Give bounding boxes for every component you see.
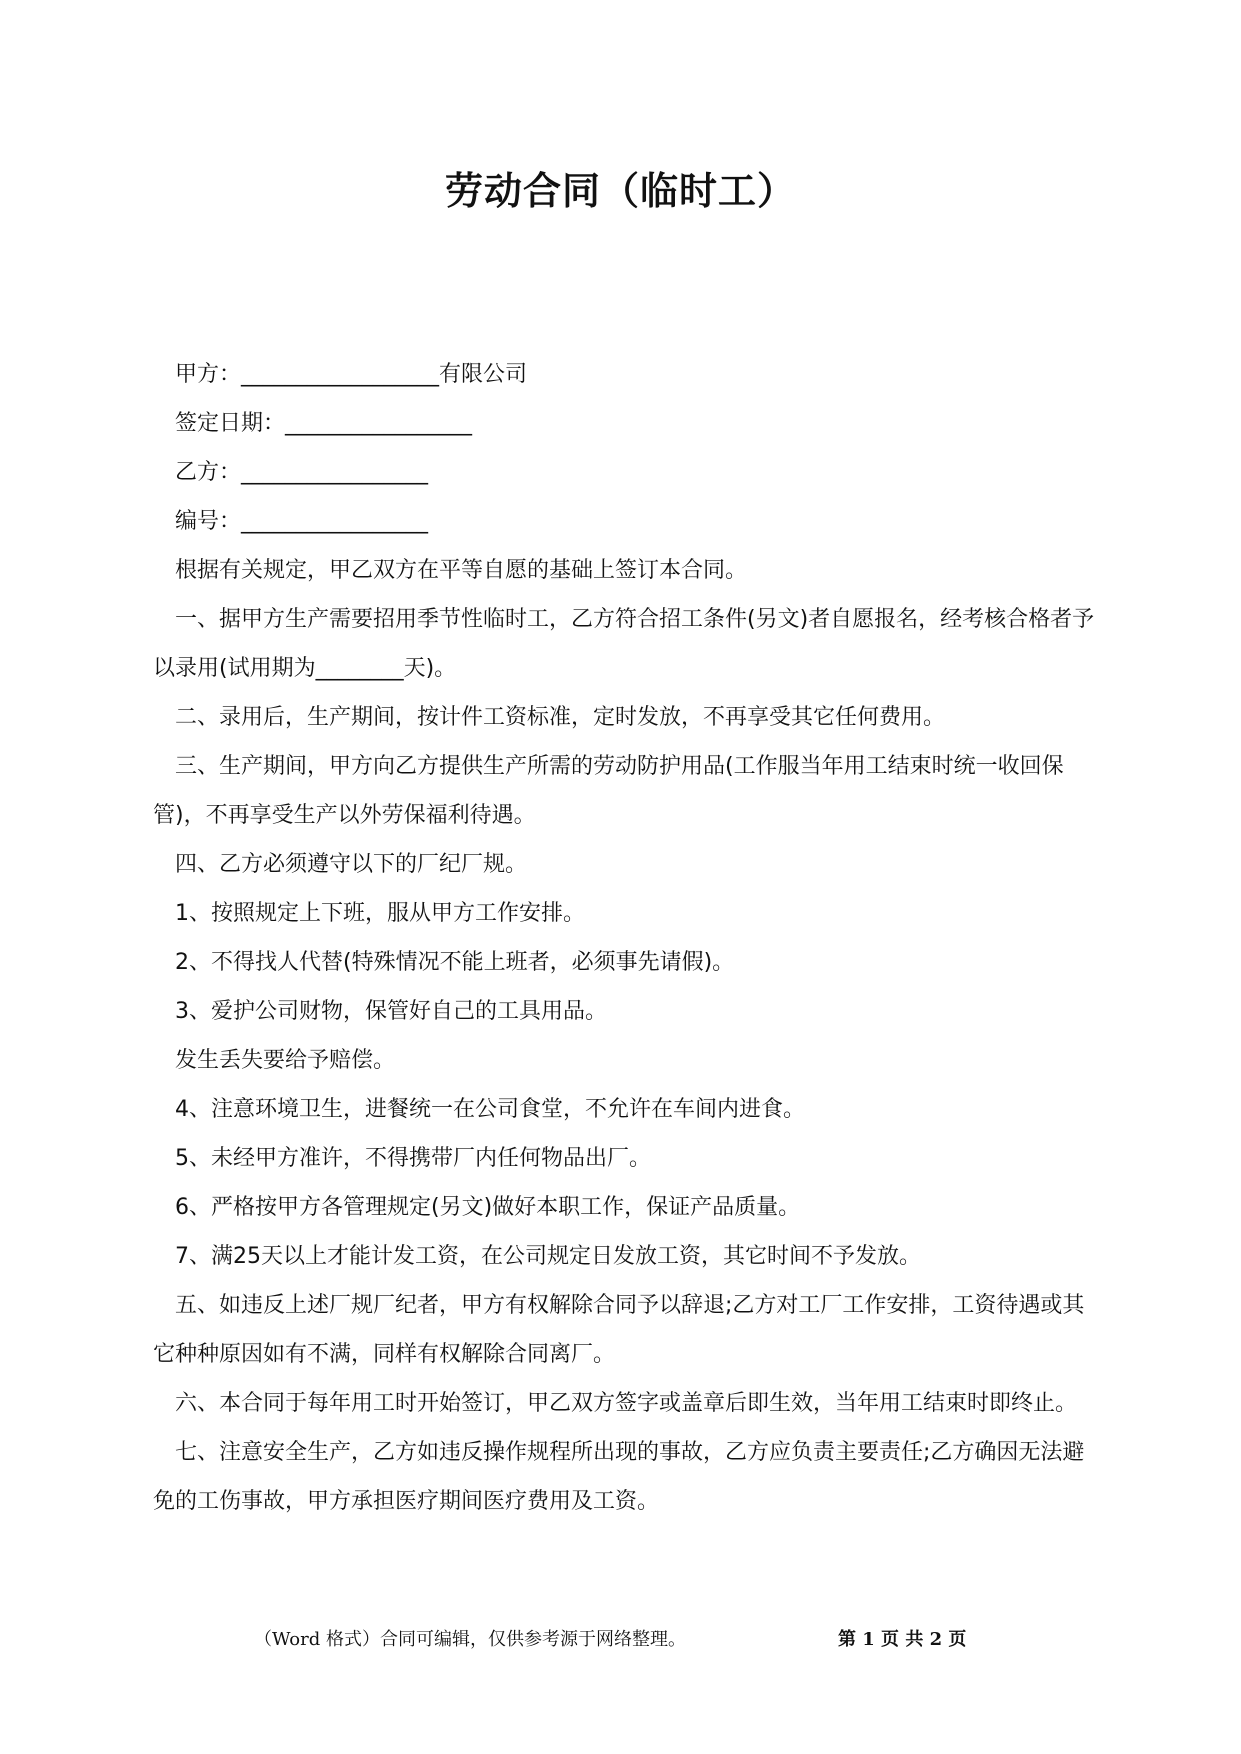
document-body [153,350,1097,1526]
document-title: 劳动合同（临时工） [444,169,796,213]
paragraph-rule-2: 2、不得找人代替(特殊情况不能上班者，必须事先请假)。 [175,950,735,975]
paragraph-number: 编号：_________________ [175,509,429,534]
paragraph-rule-6: 6、严格按甲方各管理规定(另文)做好本职工作，保证产品质量。 [175,1195,801,1220]
paragraph-sign-date: 签定日期：_________________ [175,411,473,436]
paragraph-clause-1: 一、据甲方生产需要招用季节性临时工，乙方符合招工条件(另文)者自愿报名，经考核合格者予以录用(试用期为________天)。 [153,607,1095,681]
paragraph-party-b: 乙方：_________________ [175,460,429,485]
paragraph-rule-3: 3、爱护公司财物，保管好自己的工具用品。 [175,999,607,1024]
paragraph-rule-3-note: 发生丢失要给予赔偿。 [175,1048,396,1073]
paragraph-rule-7: 7、满25天以上才能计发工资，在公司规定日发放工资，其它时间不予发放。 [175,1244,921,1269]
paragraph-clause-6: 六、本合同于每年用工时开始签订，甲乙双方签字或盖章后即生效，当年用工结束时即终止。 [175,1391,1078,1416]
paragraph-clause-3: 三、生产期间，甲方向乙方提供生产所需的劳动防护用品(工作服当年用工结束时统一收回保管)，不再享受生产以外劳保福利待遇。 [153,754,1064,828]
paragraph-clause-2: 二、录用后，生产期间，按计件工资标准，定时发放，不再享受其它任何费用。 [175,705,946,730]
paragraph-intro: 根据有关规定，甲乙双方在平等自愿的基础上签订本合同。 [175,558,748,583]
paragraph-clause-4: 四、乙方必须遵守以下的厂纪厂规。 [175,852,528,877]
paragraph-rule-4: 4、注意环境卫生，进餐统一在公司食堂，不允许在车间内进食。 [175,1097,805,1122]
paragraph-rule-5: 5、未经甲方准许，不得携带厂内任何物品出厂。 [175,1146,651,1171]
paragraph-clause-7: 七、注意安全生产，乙方如违反操作规程所出现的事故，乙方应负责主要责任;乙方确因无法避免的工伤事故，甲方承担医疗期间医疗费用及工资。 [153,1440,1085,1514]
page-footer [0,1625,1241,1655]
paragraph-clause-5: 五、如违反上述厂规厂纪者，甲方有权解除合同予以辞退;乙方对工厂工作安排，工资待遇或其它种种原因如有不满，同样有权解除合同离厂。 [153,1293,1085,1367]
paragraph-party-a: 甲方：__________________有限公司 [175,362,528,387]
footer-note: （Word 格式）合同可编辑，仅供参考源于网络整理。 [254,1629,686,1650]
paragraph-rule-1: 1、按照规定上下班，服从甲方工作安排。 [175,901,585,926]
page-number: 第 1 页 共 2 页 [838,1629,967,1650]
